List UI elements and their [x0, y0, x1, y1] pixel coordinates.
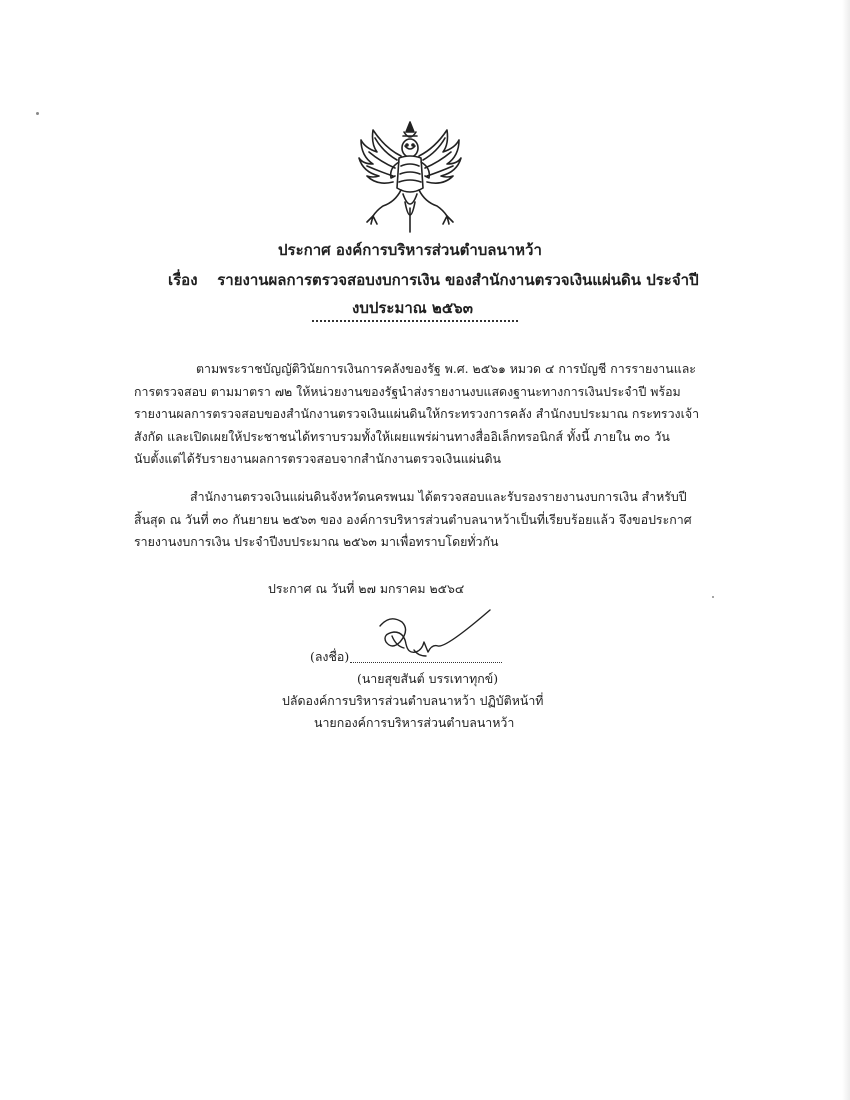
handwritten-signature	[370, 606, 500, 668]
paragraph-line: สังกัด และเปิดเผยให้ประชาชนได้ทราบรวมทั้งให้เผยแพร่ผ่านทางสื่ออิเล็กทรอนิกส์ ทั้งนี้ ภายใน ๓๐ วัน	[134, 428, 670, 444]
garuda-emblem-icon	[355, 118, 465, 236]
paragraph-line: สิ้นสุด ณ วันที่ ๓๐ กันยายน ๒๕๖๓ ของ องค์การบริหารส่วนตำบลนาหว้าเป็นที่เรียบร้อยแล้ว จึงขอประกาศ	[134, 511, 692, 527]
header-divider	[312, 320, 518, 322]
scan-speck	[36, 112, 39, 115]
paragraph-2	[134, 486, 694, 554]
scan-edge	[842, 0, 850, 1100]
paragraph-line: ตามพระราชบัญญัติวินัยการเงินการคลังของรัฐ พ.ศ. ๒๕๖๑ หมวด ๔ การบัญชี การรายงานและ	[196, 361, 696, 376]
paragraph-line: รายงานผลการตรวจสอบของสำนักงานตรวจเงินแผ่นดินให้กระทรวงการคลัง สำนักงบประมาณ กระทรวงเจ้า	[134, 406, 700, 421]
scan-speck	[712, 596, 714, 598]
paragraph-line: การตรวจสอบ ตามมาตรา ๗๒ ให้หน่วยงานของรัฐนำส่งรายงานงบแสดงฐานะทางการเงินประจำปี พร้อม	[134, 383, 681, 399]
announcement-date: ประกาศ ณ วันที่ ๒๗ มกราคม ๒๕๖๔	[268, 581, 465, 596]
announcement-subject	[168, 268, 699, 292]
fiscal-year: งบประมาณ ๒๕๖๓	[352, 299, 473, 317]
paragraph-line: รายงานงบการเงิน ประจำปีงบประมาณ ๒๕๖๓ มาเพื่อทราบโดยทั่วกัน	[134, 534, 499, 549]
signature-label: (ลงชื่อ)	[310, 649, 350, 664]
signer-position-1: ปลัดองค์การบริหารส่วนตำบลนาหว้า ปฏิบัติหน้าที่	[282, 693, 544, 708]
subject-text: รายงานผลการตรวจสอบงบการเงิน ของสำนักงานตรวจเงินแผ่นดิน ประจำปี	[217, 271, 699, 289]
signer-name: (นายสุขสันต์ บรรเทาทุกข์)	[357, 671, 499, 686]
paragraph-line: สำนักงานตรวจเงินแผ่นดินจังหวัดนครพนม ได้ตรวจสอบและรับรองรายงานงบการเงิน สำหรับปี	[190, 489, 687, 504]
subject-label: เรื่อง	[168, 271, 198, 289]
paragraph-line: นับตั้งแต่ได้รับรายงานผลการตรวจสอบจากสำนักงานตรวจเงินแผ่นดิน	[134, 451, 501, 466]
announcement-title: ประกาศ องค์การบริหารส่วนตำบลนาหว้า	[278, 241, 542, 259]
paragraph-1	[134, 358, 700, 471]
signer-position-2: นายกองค์การบริหารส่วนตำบลนาหว้า	[314, 715, 515, 730]
